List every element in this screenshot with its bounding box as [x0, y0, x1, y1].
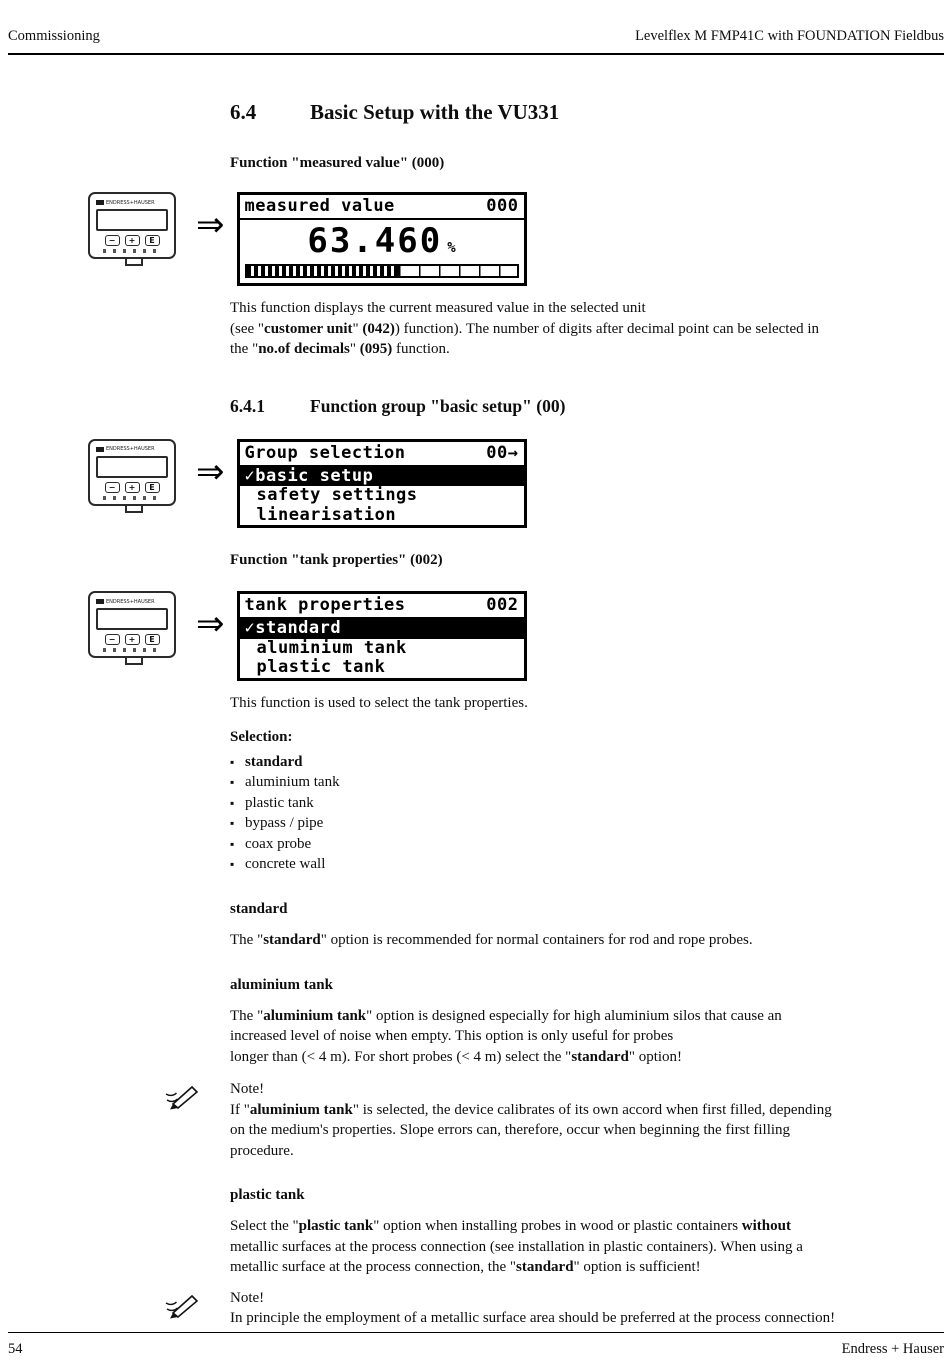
device-symbol-strip [103, 496, 161, 500]
device-plus-button: + [125, 634, 140, 645]
subheading-aluminium-tank: aluminium tank [230, 976, 333, 993]
lcd-title: measured value [244, 196, 395, 216]
lcd-display-group-selection [237, 439, 527, 529]
device-minus-button: − [105, 235, 120, 246]
lcd-row-selected: ✓standard [240, 619, 524, 639]
section-heading-64 [230, 100, 950, 125]
selection-list [230, 752, 950, 876]
section-heading-641 [230, 396, 950, 417]
note-block-plastic [0, 1288, 950, 1329]
bargraph-scale [400, 266, 516, 276]
device-lcd-row-measured [88, 192, 950, 286]
paragraph-aluminium-tank: The "aluminium tank" option is designed especially for high aluminium silos that cause an increased level of noise when empty. This option is only useful for probes longer than (< 4 m). For short probes (< 4 m) select the "standard" option! [230, 1007, 782, 1065]
device-brand-row [96, 598, 168, 605]
page-header [8, 28, 944, 55]
list-item: ▪ aluminium tank [230, 772, 950, 793]
device-body [88, 591, 176, 658]
lcd-row: linearisation [256, 505, 397, 525]
lcd-measured-value: 63.460 [307, 221, 443, 261]
function-heading-measured-value: Function "measured value" (000) [230, 155, 445, 171]
lcd-title: Group selection [244, 442, 406, 463]
device-minus-button: − [105, 482, 120, 493]
note-text: If "aluminium tank" is selected, the device calibrates of its own accord when first filled, depending on the medium's properties. Slope errors can, therefore, occur when beginning the first filling procedure. [230, 1101, 832, 1159]
section-number: 6.4 [230, 100, 257, 124]
arrow-icon: ⇒ [196, 205, 225, 245]
device-screen [96, 608, 168, 630]
paragraph-standard: The "standard" option is recommended for normal containers for rod and rope probes. [230, 932, 753, 949]
device-symbol-strip [103, 648, 161, 652]
device-body [88, 439, 176, 506]
section-number: 6.4.1 [230, 395, 265, 416]
vu331-device-icon [88, 439, 180, 513]
device-mount-tab [125, 658, 143, 665]
device-lcd-row-group-selection [88, 439, 950, 529]
lcd-row-selected: ✓basic setup [240, 467, 524, 487]
note-text: In principle the employment of a metallic surface area should be preferred at the process connection! [230, 1310, 836, 1327]
device-mount-tab [125, 259, 143, 266]
note-label: Note! [230, 1289, 265, 1306]
device-brand-label: ENDRESS+HAUSER [106, 199, 155, 206]
list-item: ▪ concrete wall [230, 854, 950, 875]
device-plus-button: + [125, 482, 140, 493]
list-item: ▪ bypass / pipe [230, 813, 950, 834]
section-title: Basic Setup with the VU331 [310, 100, 560, 124]
subheading-standard: standard [230, 901, 288, 918]
lcd-row: plastic tank [256, 658, 386, 677]
lcd-title-row [240, 594, 524, 619]
page-number: 54 [8, 1341, 23, 1357]
device-mount-tab [125, 506, 143, 513]
lcd-unit: % [447, 240, 456, 256]
endress-hauser-logo-icon [96, 200, 104, 205]
arrow-icon: ⇒ [196, 451, 225, 492]
footer-brand: Endress + Hauser [841, 1341, 944, 1357]
device-buttons [96, 634, 168, 645]
device-buttons [96, 482, 168, 493]
lcd-value-row [240, 220, 524, 261]
device-minus-button: − [105, 634, 120, 645]
device-buttons [96, 235, 168, 246]
subheading-plastic-tank: plastic tank [230, 1187, 305, 1204]
note-label: Note! [230, 1081, 265, 1098]
note-body [230, 1079, 920, 1161]
page-body [0, 90, 950, 1329]
device-lcd-row-tank-properties [88, 591, 950, 681]
device-enter-button: E [145, 482, 160, 493]
vu331-device-icon [88, 192, 180, 266]
lcd-code: 00→ [486, 442, 519, 463]
bargraph-fill [247, 266, 401, 276]
list-item: ▪ standard [230, 752, 950, 773]
list-item: ▪ coax probe [230, 834, 950, 855]
endress-hauser-logo-icon [96, 599, 104, 604]
lcd-title: tank properties [244, 595, 406, 615]
device-screen [96, 209, 168, 231]
header-left: Commissioning [8, 28, 100, 44]
paragraph-tank-intro: This function is used to select the tank properties. [230, 694, 528, 711]
device-body [88, 192, 176, 259]
arrow-icon: ⇒ [196, 604, 225, 644]
note-body [230, 1288, 920, 1329]
device-brand-row [96, 199, 168, 206]
endress-hauser-logo-icon [96, 447, 104, 452]
device-brand-label: ENDRESS+HAUSER [106, 598, 155, 605]
vu331-device-icon [88, 591, 180, 665]
lcd-title-row [240, 442, 524, 467]
function-heading-tank-properties: Function "tank properties" (002) [230, 552, 443, 568]
lcd-row: safety settings [256, 486, 418, 505]
note-block-aluminium [0, 1079, 950, 1161]
lcd-title-row [240, 195, 524, 220]
paragraph-measured-value: This function displays the current measured value in the selected unit (see "customer unit" (042)) function). The number of digits after decimal point can be selected in the "no.of decimals" (095) function. [230, 300, 820, 357]
device-enter-button: E [145, 634, 160, 645]
note-pencil-icon [163, 1082, 203, 1115]
lcd-row: aluminium tank [256, 638, 407, 658]
device-plus-button: + [125, 235, 140, 246]
device-symbol-strip [103, 249, 161, 253]
device-brand-label: ENDRESS+HAUSER [106, 446, 155, 452]
paragraph-plastic-tank: Select the "plastic tank" option when installing probes in wood or plastic containers without metallic surfaces at the process connection (see installation in plastic containers). When using a metallic surface at the process connection, the "standard" option is sufficient! [230, 1218, 803, 1276]
lcd-code: 000 [486, 196, 519, 216]
lcd-bargraph [245, 264, 519, 278]
page-footer [8, 1332, 944, 1358]
device-enter-button: E [145, 235, 160, 246]
lcd-display-tank-properties [237, 591, 527, 681]
selection-label: Selection: [230, 729, 293, 745]
device-screen [96, 456, 168, 478]
section-title: Function group "basic setup" (00) [310, 395, 566, 416]
list-item: ▪ plastic tank [230, 793, 950, 814]
note-pencil-icon [163, 1291, 203, 1324]
lcd-display-measured-value [237, 192, 527, 286]
device-brand-row [96, 446, 168, 453]
header-right: Levelflex M FMP41C with FOUNDATION Fieldbus [635, 28, 944, 44]
lcd-code: 002 [486, 595, 519, 615]
